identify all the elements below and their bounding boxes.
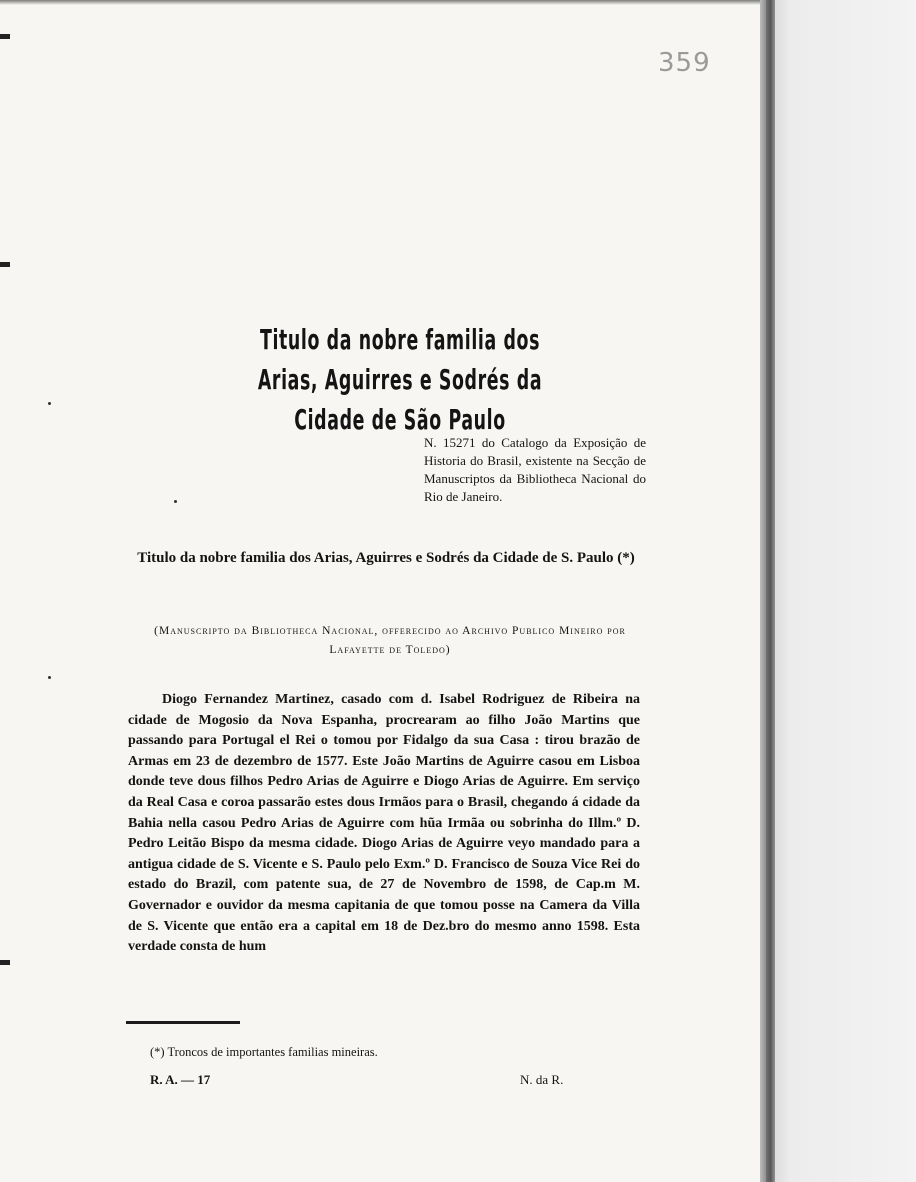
binder-mark	[0, 960, 10, 965]
scan-speck	[48, 402, 51, 405]
binder-mark	[0, 34, 10, 39]
scan-speck	[174, 500, 177, 503]
sub-title: Titulo da nobre familia dos Arias, Aguirres e Sodrés da Cidade de S. Paulo (*)	[137, 550, 635, 566]
footnote-rule	[126, 1021, 240, 1024]
folio-number: 359	[658, 48, 711, 78]
catalog-note: N. 15271 do Catalogo da Exposição de Historia do Brasil, existente na Secção de Manuscriptos da Bibliotheca Nacional do Rio de Janeiro.	[424, 435, 646, 504]
body-text	[128, 690, 640, 958]
main-title: Titulo da nobre familia dos Arias, Aguirres e Sodrés da Cidade de São Paulo	[257, 323, 543, 436]
source-abbreviation: N. da R.	[520, 1072, 564, 1087]
body-paragraph: Diogo Fernandez Martinez, casado com d. Isabel Rodriguez de Ribeira na cidade de Mogosio da Nova Espanha, procrearam ao filho João Martins que passando para Portugal el Rei o tomou por Fidalgo da sua Casa : tirou brazão de Armas em 23 de dezembro de 1577. Este João Martins de Aguirre casou em Lisboa donde teve dous filhos Pedro Arias de Aguirre e Diogo Arias de Aguirre. Em serviço da Real Casa e coroa passarão estes dous Irmãos para o Brasil, chegando á cidade da Bahia nella casou Pedro Arias de Aguirre com hũa Irmãa ou sobrinha do Illm.º D. Pedro Leitão Bispo da mesma cidade. Diogo Arias de Aguirre veyo mandado para a antigua cidade de S. Vicente e S. Paulo pelo Exm.º D. Francisco de Souza Vice Rei do estado do Brazil, com patente sua, de 27 de Novembro de 1598, de Cap.m M. Governador e ouvidor da mesma capitania de que tomou posse na Camera da Villa de S. Vicente que então era a capital em 18 de Dez.bro do mesmo anno 1598. Esta verdade consta de hum	[128, 692, 640, 955]
manuscript-note: (Manuscripto da Bibliotheca Nacional, offerecido ao Archivo Publico Mineiro por Lafayette de Toledo)	[154, 625, 626, 656]
scan-right-gutter	[760, 0, 916, 1182]
footnote: (*) Troncos de importantes familias mineiras.	[150, 1045, 378, 1059]
scan-speck	[48, 676, 51, 679]
signature-mark: R. A. — 17	[150, 1072, 211, 1087]
binding-shadow	[766, 0, 775, 1182]
binder-mark	[0, 262, 10, 267]
